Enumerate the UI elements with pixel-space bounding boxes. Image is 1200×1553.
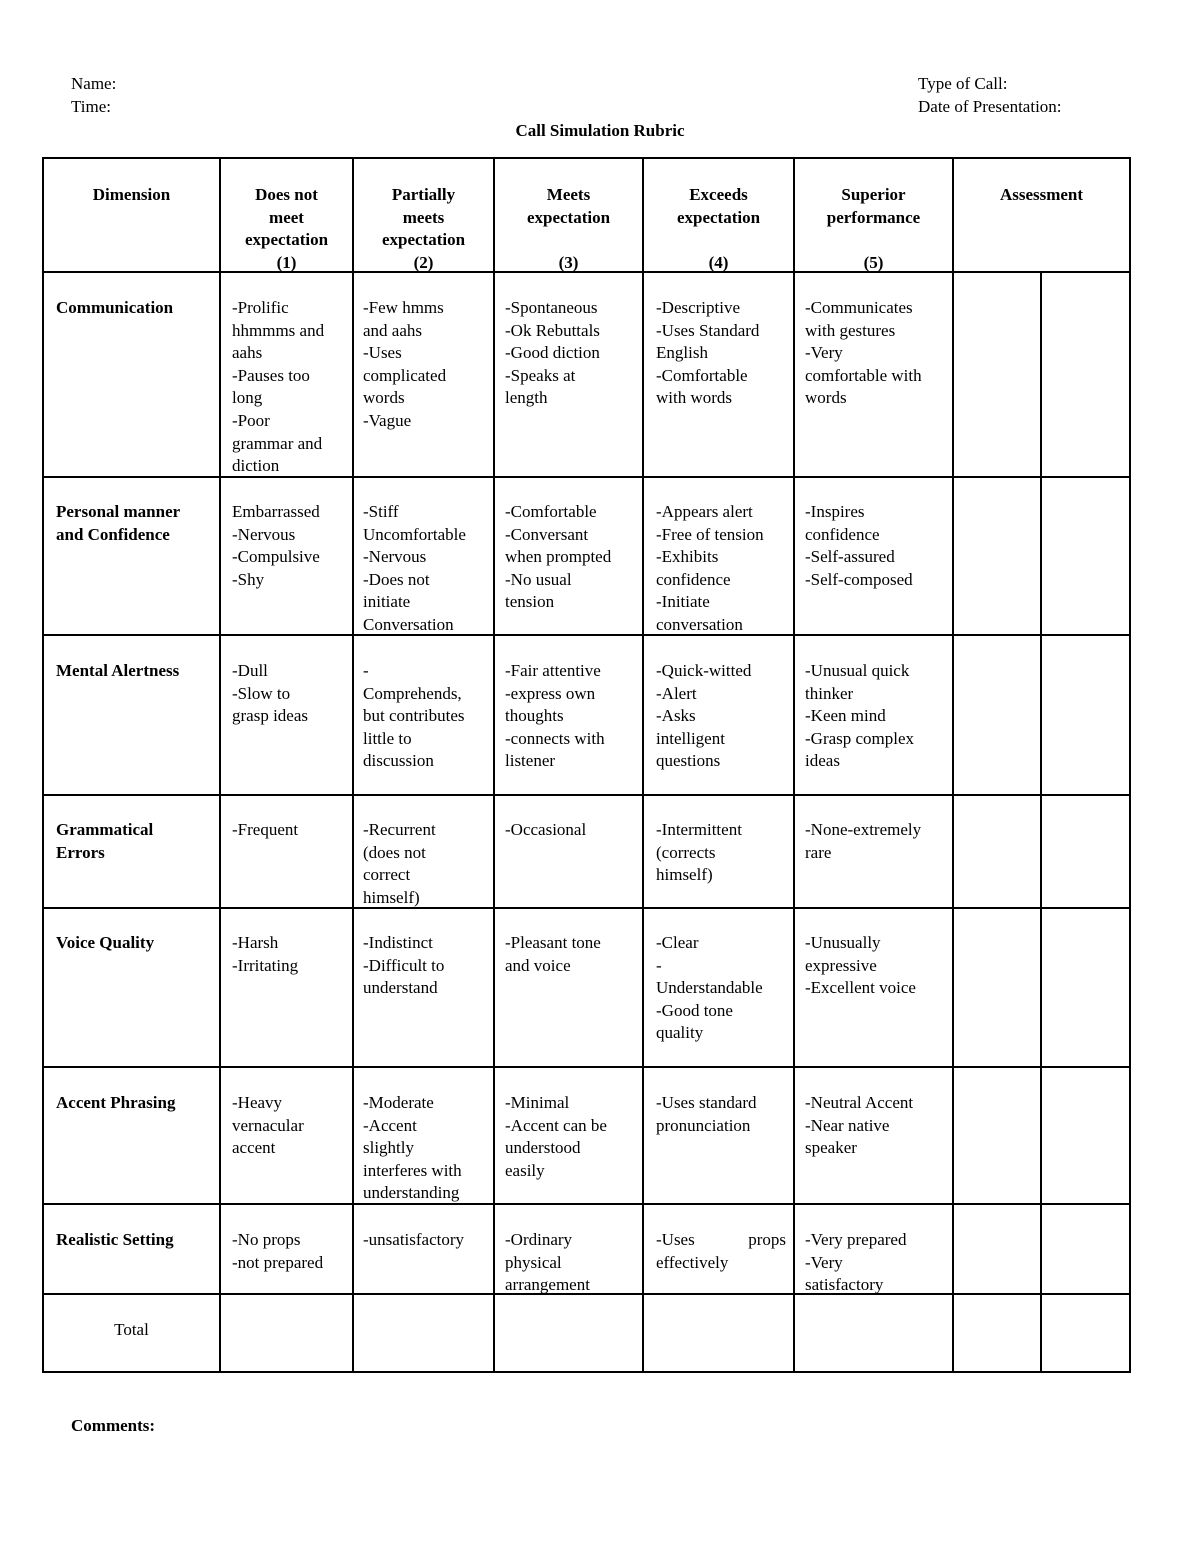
rubric-cell: -Intermittent (corrects himself) [656, 820, 742, 885]
rubric-cell: -Clear - Understandable -Good tone quality [656, 933, 763, 1043]
row-divider [42, 1203, 1131, 1205]
row-dimension: Communication [56, 298, 174, 317]
rubric-cell: -Harsh -Irritating [232, 933, 299, 975]
assessment-subdivider [1040, 271, 1042, 1373]
column-header-partially-meets: Partially meets expectation (2) [381, 185, 466, 272]
rubric-cell: -Neutral Accent -Near native speaker [805, 1093, 914, 1158]
rubric-cell: -None-extremely rare [805, 820, 922, 862]
row-dimension: Grammatical Errors [56, 820, 154, 862]
rubric-cell: -Dull -Slow to grasp ideas [232, 661, 309, 726]
rubric-cell: -Unusual quick thinker -Keen mind -Grasp complex ideas [805, 661, 915, 771]
rubric-cell: -Few hmms and aahs -Uses complicated words -Vague [363, 298, 447, 430]
rubric-cell: Embarrassed -Nervous -Compulsive -Shy [232, 502, 320, 589]
rubric-cell: -Ordinary physical arrangement [505, 1230, 590, 1295]
row-divider [42, 794, 1131, 796]
row-dimension: Mental Alertness [56, 661, 180, 680]
rubric-cell: - Comprehends, but contributes little to discussion [363, 661, 465, 771]
rubric-cell: -Occasional [505, 820, 587, 839]
rubric-cell: -Descriptive -Uses Standard English -Comfortable with words [656, 298, 760, 408]
rubric-cell: -Stiff Uncomfortable -Nervous -Does not initiate Conversation [363, 502, 466, 634]
row-divider [42, 634, 1131, 636]
rubric-cell: -Minimal -Accent can be understood easily [505, 1093, 607, 1180]
rubric-cell: -Recurrent (does not correct himself) [363, 820, 436, 907]
time-label: Time: [71, 97, 112, 116]
rubric-cell: -Appears alert -Free of tension -Exhibits confidence -Initiate conversation [656, 502, 764, 634]
rubric-cell: -Uses props effectively [656, 1230, 786, 1272]
rubric-cell: -Fair attentive -express own thoughts -connects with listener [505, 661, 605, 771]
table-border-right [1129, 157, 1131, 1373]
row-dimension: Realistic Setting [56, 1230, 174, 1249]
rubric-cell: -Spontaneous -Ok Rebuttals -Good diction -Speaks at length [505, 298, 600, 408]
row-dimension: Voice Quality [56, 933, 155, 952]
row-dimension: Accent Phrasing [56, 1093, 176, 1112]
table-border-top [42, 157, 1131, 159]
column-header-does-not-meet: Does not meet expectation (1) [244, 185, 329, 272]
page-title: Call Simulation Rubric [515, 121, 685, 140]
name-label: Name: [71, 74, 117, 93]
rubric-cell: -Moderate -Accent slightly interferes with understanding [363, 1093, 462, 1203]
column-divider [493, 157, 495, 1373]
rubric-cell: -Uses standard pronunciation [656, 1093, 757, 1135]
column-divider [642, 157, 644, 1373]
rubric-cell: -Communicates with gestures -Very comfortable with words [805, 298, 922, 408]
table-border-bottom [42, 1371, 1131, 1373]
column-header-assessment: Assessment [999, 185, 1084, 204]
rubric-cell: -Comfortable -Conversant when prompted -No usual tension [505, 502, 612, 612]
rubric-cell: -Quick-witted -Alert -Asks intelligent questions [656, 661, 752, 771]
column-divider [952, 157, 954, 1373]
rubric-cell: -Heavy vernacular accent [232, 1093, 304, 1158]
row-divider [42, 476, 1131, 478]
rubric-cell: -Indistinct -Difficult to understand [363, 933, 445, 998]
column-header-dimension: Dimension [92, 185, 171, 204]
rubric-cell: -Unusually expressive -Excellent voice [805, 933, 916, 998]
column-divider [219, 157, 221, 1373]
table-border-left [42, 157, 44, 1373]
rubric-cell: -Prolific hhmmms and aahs -Pauses too long -Poor grammar and diction [232, 298, 325, 476]
comments-label: Comments: [71, 1416, 156, 1435]
row-divider [42, 1066, 1131, 1068]
type-of-call-label: Type of Call: [918, 74, 1008, 93]
column-header-superior: Superior performance (5) [826, 185, 921, 272]
column-header-meets: Meets expectation (3) [526, 185, 611, 272]
rubric-cell: -Very prepared -Very satisfactory [805, 1230, 907, 1295]
date-of-presentation-label: Date of Presentation: [918, 97, 1062, 116]
row-dimension: Personal manner and Confidence [56, 502, 181, 544]
total-label: Total [114, 1320, 149, 1339]
row-divider [42, 907, 1131, 909]
rubric-cell: -Inspires confidence -Self-assured -Self-composed [805, 502, 913, 589]
rubric-cell: -Pleasant tone and voice [505, 933, 601, 975]
column-header-exceeds: Exceeds expectation (4) [676, 185, 761, 272]
column-divider [352, 157, 354, 1373]
column-divider [793, 157, 795, 1373]
rubric-cell: -unsatisfactory [363, 1230, 465, 1249]
rubric-cell: -No props -not prepared [232, 1230, 324, 1272]
rubric-cell: -Frequent [232, 820, 299, 839]
